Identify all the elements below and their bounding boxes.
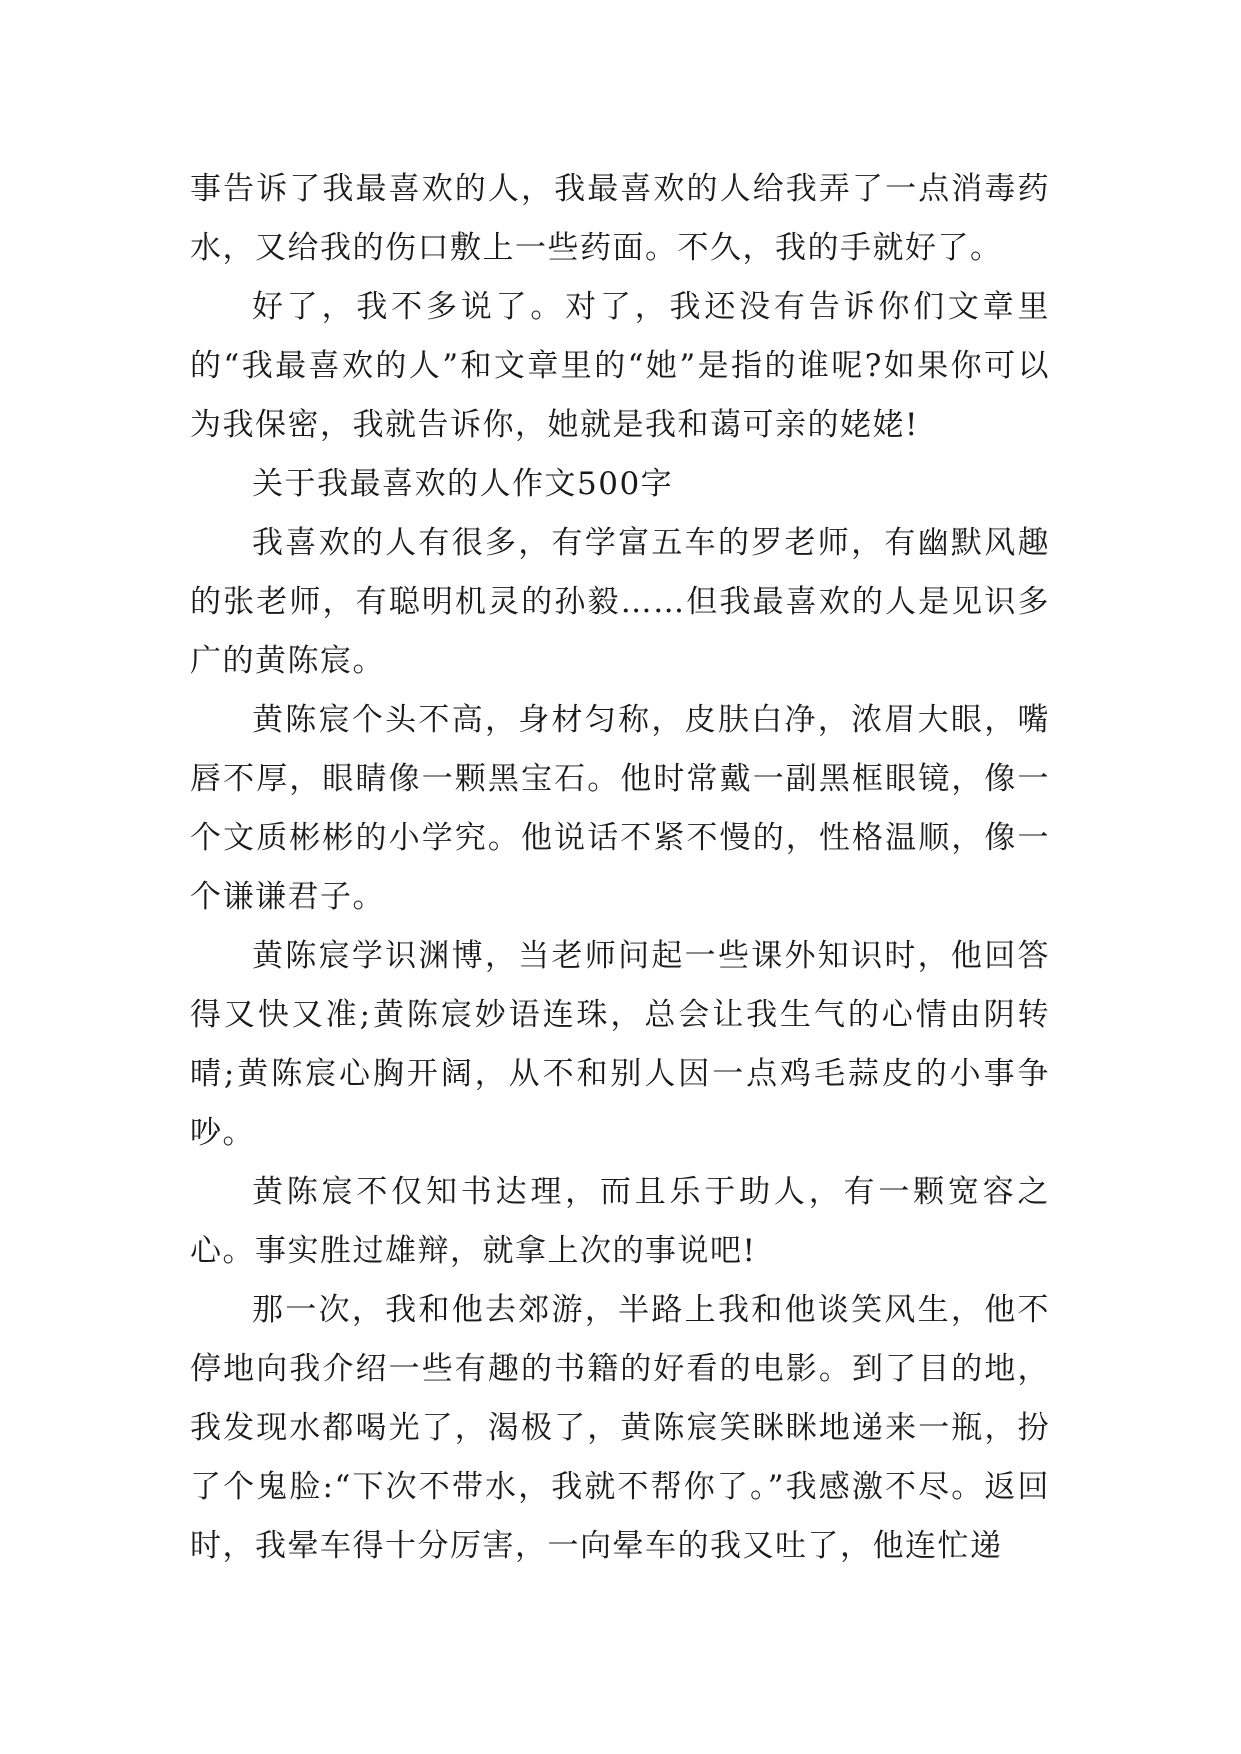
paragraph-4: 我喜欢的人有很多，有学富五车的罗老师，有幽默风趣的张老师，有聪明机灵的孙毅……但我最喜欢的人是见识多广的黄陈宸。 bbox=[190, 525, 1050, 679]
paragraph-1: 事告诉了我最喜欢的人，我最喜欢的人给我弄了一点消毒药水，又给我的伤口敷上一些药面。不久，我的手就好了。 bbox=[190, 171, 1050, 266]
paragraph-2: 好了，我不多说了。对了，我还没有告诉你们文章里的“我最喜欢的人”和文章里的“她”是指的谁呢?如果你可以为我保密，我就告诉你，她就是我和蔼可亲的姥姥! bbox=[190, 289, 1050, 443]
paragraph-8: 那一次，我和他去郊游，半路上我和他谈笑风生，他不停地向我介绍一些有趣的书籍的好看的电影。到了目的地，我发现水都喝光了，渴极了，黄陈宸笑眯眯地递来一瓶，扮了个鬼脸:“下次不带水，我就不帮你了。”我感激不尽。返回时，我晕车得十分厉害，一向晕车的我又吐了，他连忙递 bbox=[190, 1292, 1050, 1564]
paragraph-7: 黄陈宸不仅知书达理，而且乐于助人，有一颗宽容之心。事实胜过雄辩，就拿上次的事说吧! bbox=[190, 1174, 1050, 1269]
document-body bbox=[190, 160, 1050, 1576]
essay-title: 关于我最喜欢的人作文500字 bbox=[252, 466, 674, 502]
paragraph-6: 黄陈宸学识渊博，当老师问起一些课外知识时，他回答得又快又准;黄陈宸妙语连珠，总会让我生气的心情由阴转晴;黄陈宸心胸开阔，从不和别人因一点鸡毛蒜皮的小事争吵。 bbox=[190, 938, 1050, 1151]
paragraph-5: 黄陈宸个头不高，身材匀称，皮肤白净，浓眉大眼，嘴唇不厚，眼睛像一颗黑宝石。他时常戴一副黑框眼镜，像一个文质彬彬的小学究。他说话不紧不慢的，性格温顺，像一个谦谦君子。 bbox=[190, 702, 1050, 915]
